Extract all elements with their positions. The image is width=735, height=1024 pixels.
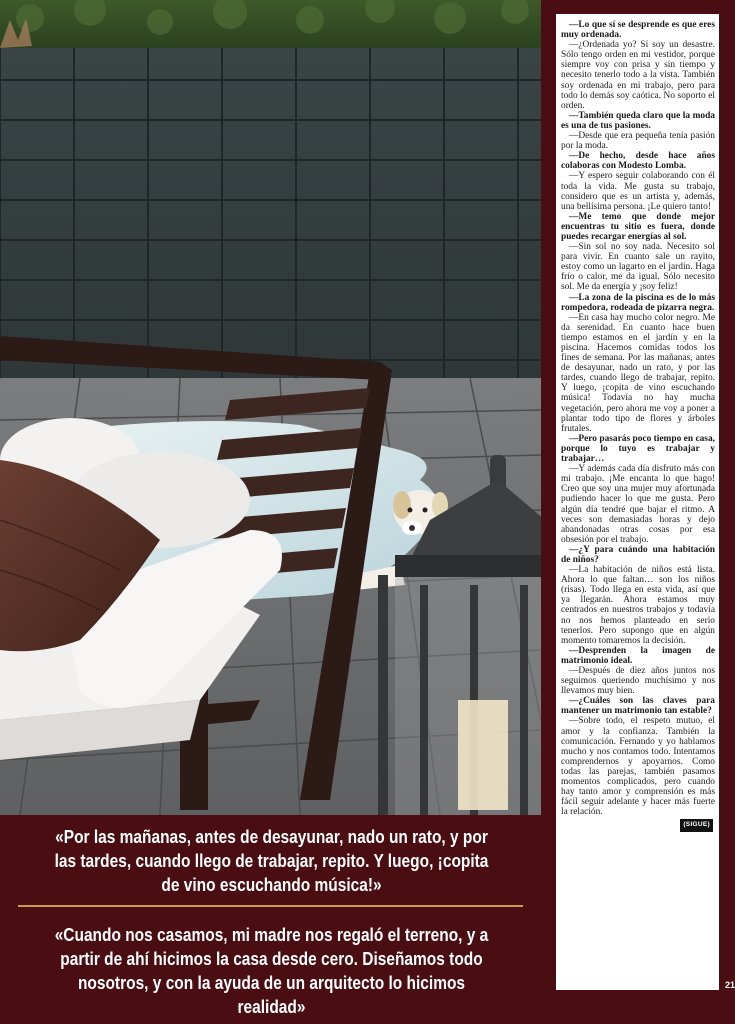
interview-question: —¿Y para cuándo una habitación de niños? bbox=[561, 544, 715, 565]
interview-answer: —Después de diez años juntos nos seguimos queriendo muchísimo y nos llevamos muy bien. bbox=[561, 666, 715, 697]
interview-answer: —¿Ordenada yo? Sí soy un desastre. Sólo tengo orden en mi vestidor, porque siempre voy con prisa y sin tiempo y necesito tenerlo todo a la vista. También soy ordenada en mi trabajo, pero para todo lo demás soy caótica. No soporto el orden. bbox=[561, 40, 715, 111]
pull-quote-1: «Por las mañanas, antes de desayunar, nado un rato, y por las tardes, cuando llego de trabajar, repito. Y luego, ¡copita de vino escuchando música!» bbox=[54, 827, 489, 895]
interview-question: —La zona de la piscina es de lo más rompedora, rodeada de pizarra negra. bbox=[561, 292, 715, 313]
interview-answer: —Y espero seguir colaborando con él toda la vida. Me gusta su trabajo, considero que es un artista y, además, una bellísima persona. ¡Le quiero tanto! bbox=[561, 171, 715, 212]
interview-question: —De hecho, desde hace años colaboras con Modesto Lomba. bbox=[561, 151, 715, 172]
interview-answer: —En casa hay mucho color negro. Me da serenidad. En cuanto hace buen tiempo estamos en el jardín y en la piscina. Hacemos comidas todos los fines de semana. Por las mañanas, antes de desayunar, nado un rato, y por las tardes, cuando llego de trabajar, repito. Y luego, ¡copita de vino escuchando música! Todavía no hay mucha vegetación, pero ahora me voy a poner a plantar todo tipo de flores y árboles frutales. bbox=[561, 312, 715, 434]
interview-question: —¿Cuáles son las claves para mantener un matrimonio tan estable? bbox=[561, 696, 715, 717]
page-number: 21 bbox=[724, 980, 735, 990]
pull-quote-2: «Cuando nos casamos, mi madre nos regaló el terreno, y a partir de ahí hicimos la casa desde cero. Diseñamos todo nosotros, y con la ayuda de un arquitecto lo hicimos realidad» bbox=[54, 925, 489, 1017]
continue-badge: (SIGUE) bbox=[680, 819, 713, 831]
interview-answer: —Sin sol no soy nada. Necesito sol para vivir. En cuanto sale un rayito, estoy como un lagarto en el jardín. Haga frío o calor, me da igual. Sólo necesito sol. Me da energía y ¡soy feliz! bbox=[561, 242, 715, 293]
quote-divider bbox=[18, 905, 523, 907]
article-column bbox=[556, 14, 719, 990]
article-text bbox=[556, 14, 719, 836]
interview-answer: —La habitación de niños está lista. Ahora lo que faltan… son los niños (risas). Todo llega en esta vida, así que ya llegarán. Ahora estamos muy centrados en nuestros trabajos y todavía no nos hemos planteado en serio tenerlos. Pero supongo que en algún momento tomaremos la decisión. bbox=[561, 565, 715, 646]
interview-answer: —Desde que era pequeña tenía pasión por la moda. bbox=[561, 131, 715, 152]
interview-answer: —Y además cada día disfruto más con mi trabajo. ¡Me encanta lo que hago! Creo que soy una mujer muy afortunada pudiendo hacer lo que me gusta. Pero algún día tendré que bajar el ritmo. A veces son demasiadas horas y dejo abandonadas otras cosas por esa obsesión por el trabajo. bbox=[561, 464, 715, 545]
interview-question: —Me temo que donde mejor encuentras tu sitio es fuera, donde puedes recargar energías al sol. bbox=[561, 211, 715, 242]
interview-question: —También queda claro que la moda es una de tus pasiones. bbox=[561, 110, 715, 131]
pull-quotes bbox=[0, 815, 541, 1024]
interview-question: —Pero pasarás poco tiempo en casa, porque lo tuyo es trabajar y trabajar… bbox=[561, 433, 715, 465]
interview-question: —Desprenden la imagen de matrimonio ideal. bbox=[561, 645, 715, 666]
continue-wrap bbox=[561, 819, 715, 831]
interview-question: —Lo que sí se desprende es que eres muy ordenada. bbox=[561, 20, 715, 41]
interview-answer: —Sobre todo, el respeto mutuo, el amor y la confianza. También la comunicación. Fernando y yo hablamos mucho y nos contamos todo. Intentamos comprendernos y apoyarnos. Como todas las parejas, también pasamos momentos complicados, pero cuando hay tanto amor y comprensión es más fácil seguir adelante y hacer más fuerte la relación. bbox=[561, 716, 715, 818]
